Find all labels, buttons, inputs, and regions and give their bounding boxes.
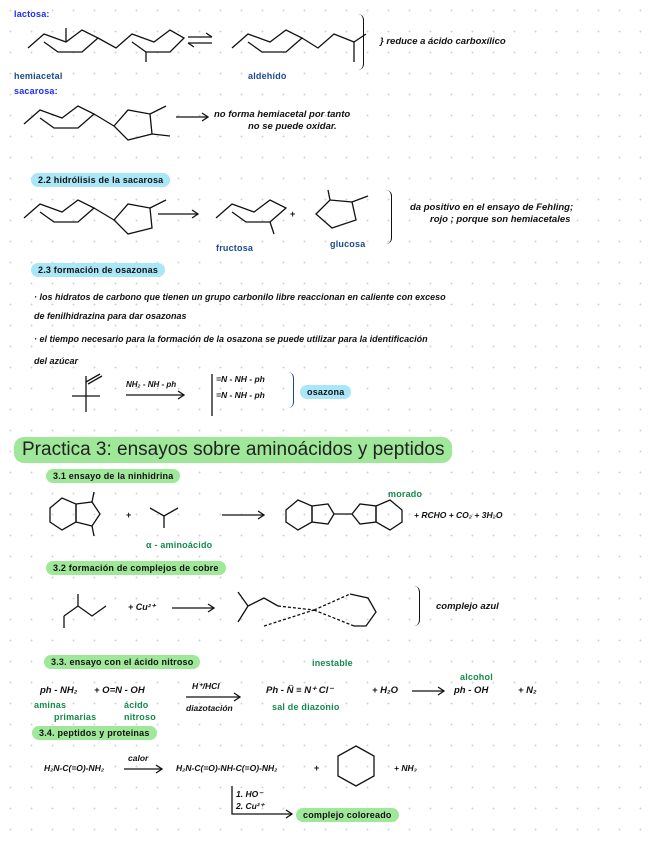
section-3-2-brace [414,586,420,626]
hidrolisis-sacarosa-reactant [10,192,180,242]
fructosa-label: fructosa [216,243,254,253]
aminoacido-cobre-structure [54,586,124,634]
sacarosa-note-line1: no forma hemiacetal por tanto [214,109,351,120]
complejo-cobre-structure [228,582,404,638]
acido-label-2: nitroso [124,712,156,722]
hemiacetal-label: hemiacetal [14,71,63,81]
section-3-2-heading: 3.2 formación de complejos de cobre [46,561,226,575]
plus-sign: + [314,763,320,773]
sal-diazonio-label: sal de diazonio [272,702,340,712]
ninhidrina-structure [42,490,122,540]
diazotacion-conditions-bottom: diazotación [186,703,233,713]
nitroso-reactant2: + O=N - OH [94,685,145,696]
cobre-reagent: + Cu²⁺ [128,602,156,612]
biuret-product: H₂N-C(=O)-NH-C(=O)-NH₂ [176,763,278,773]
sal-diazonio: Ph - N̈ ≡ N⁺ Cl⁻ [266,685,334,696]
osazona-brace [288,372,294,408]
section-3-3-heading: 3.3. ensayo con el ácido nitroso [44,655,200,669]
glucosa-structure [302,186,382,238]
lactosa-label: lactosa: [14,9,50,19]
arrow-icon [410,686,450,696]
osazona-reagent: NH₂ - NH - ph [126,380,177,389]
plus-water: + H₂O [372,685,399,696]
complejo-azul-note: complejo azul [436,601,499,612]
lactosa-brace [358,14,364,70]
bullet2-line2: del azúcar [34,356,79,366]
aminoacido-structure [142,494,202,534]
carbonyl-sugar-structure [56,370,118,422]
diazotacion-conditions-top: H⁺/HCl [192,681,220,691]
biuret-step2: 2. Cu²⁺ [236,801,265,811]
lactosa-hemiacetal-structure [12,20,182,70]
section-3-1-heading: 3.1 ensayo de la ninhidrina [46,469,180,483]
arrow-icon [170,603,220,613]
biuret-step1: 1. HO⁻ [236,789,263,799]
plus-sign: + [290,209,296,219]
glucosa-label: glucosa [330,239,366,249]
ninhidrina-byproducts: + RCHO + CO₂ + 3H₂O [414,510,503,520]
aldehido-label: aldehído [248,71,287,81]
alcohol-label: alcohol [460,672,493,682]
arrow-icon [174,112,214,122]
bullet1-line1: · los hidratos de carbono que tienen un grupo carbonilo libre reaccionan en caliente con exceso [34,292,446,302]
lactosa-aldehido-structure [218,20,368,70]
aminas-label-1: aminas [34,700,67,710]
osazona-product-line2: =N - NH - ph [216,390,265,400]
morado-label: morado [388,489,423,499]
fructosa-structure [206,192,290,240]
calor-label: calor [128,753,149,763]
bullet1-line2: de fenilhidrazina para dar osazonas [34,311,187,321]
arrow-icon [156,209,204,219]
equilibrium-arrow-icon [186,33,216,47]
arrow-icon [124,390,190,400]
lactosa-note: } reduce a ácido carboxílico [380,36,506,47]
section-2-2-note-line2: rojo ; porque son hemiacetales [430,214,571,225]
fenol-product: ph - OH [454,685,489,696]
complejo-coloreado-label: complejo coloreado [296,808,399,822]
plus-nh3: + NH₃ [394,763,417,773]
osazona-product-line1: =N - NH - ph [216,374,265,384]
plus-n2: + N₂ [518,685,537,696]
urea-reactant: H₂N-C(=O)-NH₂ [44,763,105,773]
bullet2-line1: · el tiempo necesario para la formación de la osazona se puede utilizar para la identificación [34,334,428,344]
arrow-icon [122,764,168,774]
aminoacido-label: α - aminoácido [146,540,213,550]
osazona-label: osazona [300,385,351,399]
inestable-label: inestable [312,658,353,668]
section-3-4-heading: 3.4. peptidos y proteinas [32,726,157,740]
aminas-label-2: primarias [54,712,97,722]
sacarosa-structure [10,96,180,151]
acido-label-1: ácido [124,700,149,710]
sacarosa-note-line2: no se puede oxidar. [248,121,337,132]
section-2-3-heading: 2.3 formación de osazonas [31,263,165,277]
section-2-2-heading: 2.2 hidrólisis de la sacarosa [31,173,170,187]
section-2-2-brace [386,190,392,244]
cianurico-structure [326,738,386,794]
plus-sign: + [126,510,132,520]
arrow-icon [184,692,246,702]
page-title: Practica 3: ensayos sobre aminoácidos y peptidos [14,437,452,463]
nitroso-reactant1: ph - NH₂ [40,685,78,696]
sacarosa-label: sacarosa: [14,86,58,96]
section-2-2-note-line1: da positivo en el ensayo de Fehling; [410,202,574,213]
arrow-icon [220,510,270,520]
